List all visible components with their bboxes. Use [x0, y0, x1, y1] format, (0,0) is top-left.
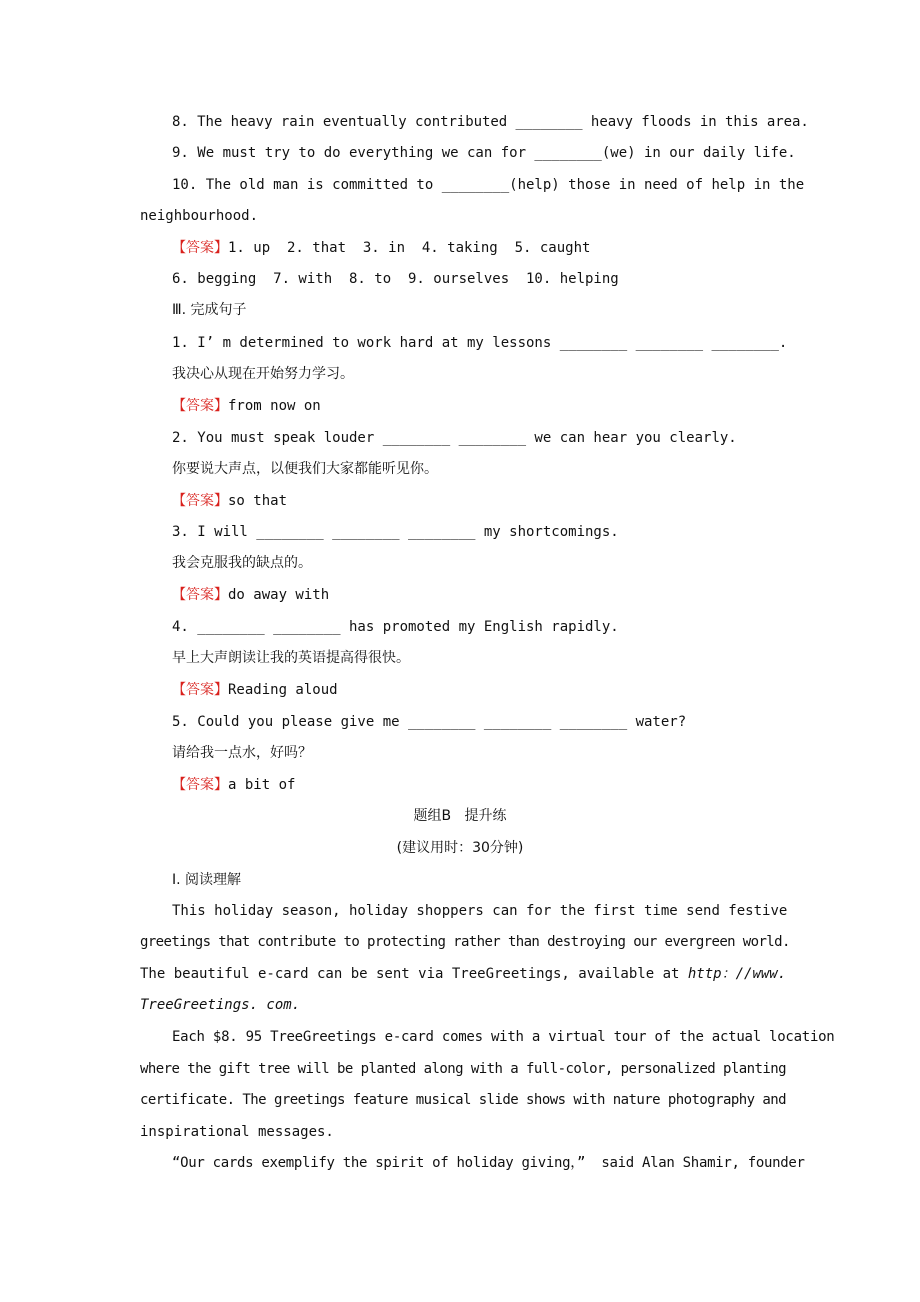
passage-p1-line-2: greetings that contribute to protecting rather than destroying our evergreen world.: [140, 934, 790, 950]
answer-tag: 【答案】: [172, 493, 228, 509]
passage-p2-line-4: inspirational messages.: [140, 1124, 334, 1140]
answer-text: Reading aloud: [228, 682, 338, 698]
passage-p1-line-4: TreeGreetings. com.: [140, 997, 301, 1013]
sentence-1-answer: [172, 396, 321, 416]
fill-answers-line-1: [172, 238, 590, 258]
sentence-4-cn: 早上大声朗读让我的英语提高得很快。: [172, 650, 410, 666]
sentence-4-answer: [172, 680, 338, 700]
fill-item-10-cont: neighbourhood.: [140, 208, 259, 224]
answer-tag: 【答案】: [172, 587, 228, 603]
sentence-3-en: 3. I will ________ ________ ________ my shortcomings.: [172, 524, 619, 540]
fill-answers-line-2: 6. begging 7. with 8. to 9. ourselves 10. helping: [172, 271, 619, 287]
group-title: 题组B 提升练: [413, 808, 507, 824]
answer-text: 1. up 2. that 3. in 4. taking 5. caught: [228, 240, 591, 256]
answer-tag: 【答案】: [172, 398, 228, 414]
passage-p3-line-1: “Our cards exemplify the spirit of holiday giving，” said Alan Shamir, founder: [172, 1155, 805, 1171]
answer-text: a bit of: [228, 777, 296, 793]
sentence-2-cn: 你要说大声点，以便我们大家都能听见你。: [172, 461, 438, 477]
answer-text: from now on: [228, 398, 321, 414]
fill-item-10: 10. The old man is committed to ________(help) those in need of help in the: [172, 177, 805, 193]
sentence-2-answer: [172, 491, 287, 511]
fill-item-8: 8. The heavy rain eventually contributed ________ heavy floods in this area.: [172, 114, 809, 130]
fill-item-9: 9. We must try to do everything we can for ________(we) in our daily life.: [172, 145, 796, 161]
passage-p2-line-2: where the gift tree will be planted along with a full-color, personalized planting: [140, 1061, 787, 1077]
sentence-3-cn: 我会克服我的缺点的。: [172, 555, 312, 571]
passage-text: The beautiful e-card can be sent via TreeGreetings, available at: [140, 966, 688, 982]
url-text: http：//www.: [687, 966, 787, 982]
sentence-5-en: 5. Could you please give me ________ ________ ________ water?: [172, 714, 687, 730]
passage-p2-line-3: certificate. The greetings feature musical slide shows with nature photography and: [140, 1092, 787, 1108]
answer-text: so that: [228, 493, 288, 509]
group-time: (建议用时：30分钟): [396, 840, 524, 856]
passage-p1-line-1: This holiday season, holiday shoppers can for the first time send festive: [172, 903, 788, 919]
sentence-2-en: 2. You must speak louder ________ ________ we can hear you clearly.: [172, 430, 737, 446]
answer-text: do away with: [228, 587, 330, 603]
answer-tag: 【答案】: [172, 682, 228, 698]
passage-p1-line-3: [140, 964, 786, 984]
sentence-1-en: 1. I’ m determined to work hard at my lessons ________ ________ ________.: [172, 335, 788, 351]
passage-p2-line-1: Each $8. 95 TreeGreetings e-card comes with a virtual tour of the actual location: [172, 1029, 835, 1045]
sentence-5-answer: [172, 775, 295, 795]
sentence-3-answer: [172, 585, 329, 605]
answer-tag: 【答案】: [172, 240, 228, 256]
section-title-reading: Ⅰ. 阅读理解: [172, 872, 242, 888]
answer-tag: 【答案】: [172, 777, 228, 793]
sentence-4-en: 4. ________ ________ has promoted my English rapidly.: [172, 619, 619, 635]
sentence-5-cn: 请给我一点水，好吗？: [172, 745, 312, 761]
sentence-1-cn: 我决心从现在开始努力学习。: [172, 366, 354, 382]
section-title-complete-sentences: Ⅲ. 完成句子: [172, 302, 247, 318]
